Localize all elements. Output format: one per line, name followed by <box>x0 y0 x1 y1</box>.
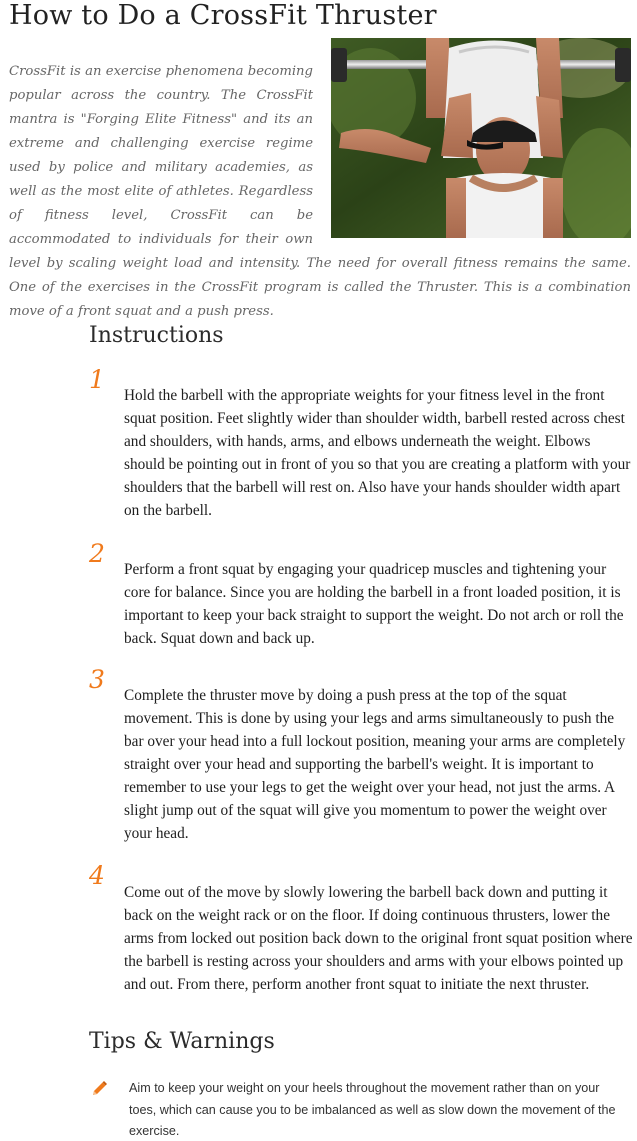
step-number: 4 <box>89 861 105 890</box>
step-text: Come out of the move by slowly lowering the barbell back down and putting it back on the weight rack or on the floor. If doing continuous thrusters, lower the arms from locked out position back down to the original front squat position where the barbell is resting across your shoulders and arms with your elbows pointed up and out. From there, perform another front squat to initiate the next thruster. <box>124 884 633 993</box>
step-number: 2 <box>89 539 105 568</box>
step-text: Perform a front squat by engaging your quadricep muscles and tightening your core for balance. Since you are holding the barbell in a front loaded position, it is important to keep your back straight to support the weight. Do not arch or roll the back. Squat down and back up. <box>124 561 624 647</box>
step-text: Complete the thruster move by doing a push press at the top of the squat movement. This is done by using your legs and arms simultaneously to push the bar over your head into a full lockout position, meaning your arms are completely straight over your head and supporting the barbell's weight. It is important to remember to use your legs to get the weight over your head, not just the arms. A slight jump out of the squat will give you momentum to power the weight over your head. <box>124 687 626 842</box>
intro-section <box>9 38 631 324</box>
intro-paragraph: CrossFit is an exercise phenomena becoming popular across the country. The CrossFit mantra is "Forging Elite Fitness" and its an extreme and challenging exercise regime used by police and military academies, as well as the most elite of athletes. Regardless of fitness level, CrossFit can be accommodated to individuals for their own level by scaling weight load and intensity. The need for overall fitness remains the same. One of the exercises in the CrossFit program is called the Thruster. This is a combination move of a front squat and a push press. <box>9 64 631 319</box>
page-title: How to Do a CrossFit Thruster <box>9 0 437 31</box>
step-text: Hold the barbell with the appropriate weights for your fitness level in the front squat position. Feet slightly wider than shoulder width, barbell rested across chest and shoulders, with hands, arms, and elbows underneath the weight. Elbows should be pointing out in front of you so that you are creating a platform with your shoulders that the barbell will rest on. Also have your hands shoulder width apart on the barbell. <box>124 387 631 519</box>
trainer-athlete-photo <box>331 38 631 238</box>
instructions-heading: Instructions <box>89 323 224 348</box>
tips-heading: Tips & Warnings <box>89 1029 275 1054</box>
step-number: 1 <box>89 365 105 394</box>
step-number: 3 <box>89 665 105 694</box>
tip-item: Aim to keep your weight on your heels throughout the movement rather than on your toes, which can cause you to be imbalanced as well as slow down the movement of the exercise. <box>129 1081 616 1138</box>
pencil-icon <box>90 1080 108 1098</box>
